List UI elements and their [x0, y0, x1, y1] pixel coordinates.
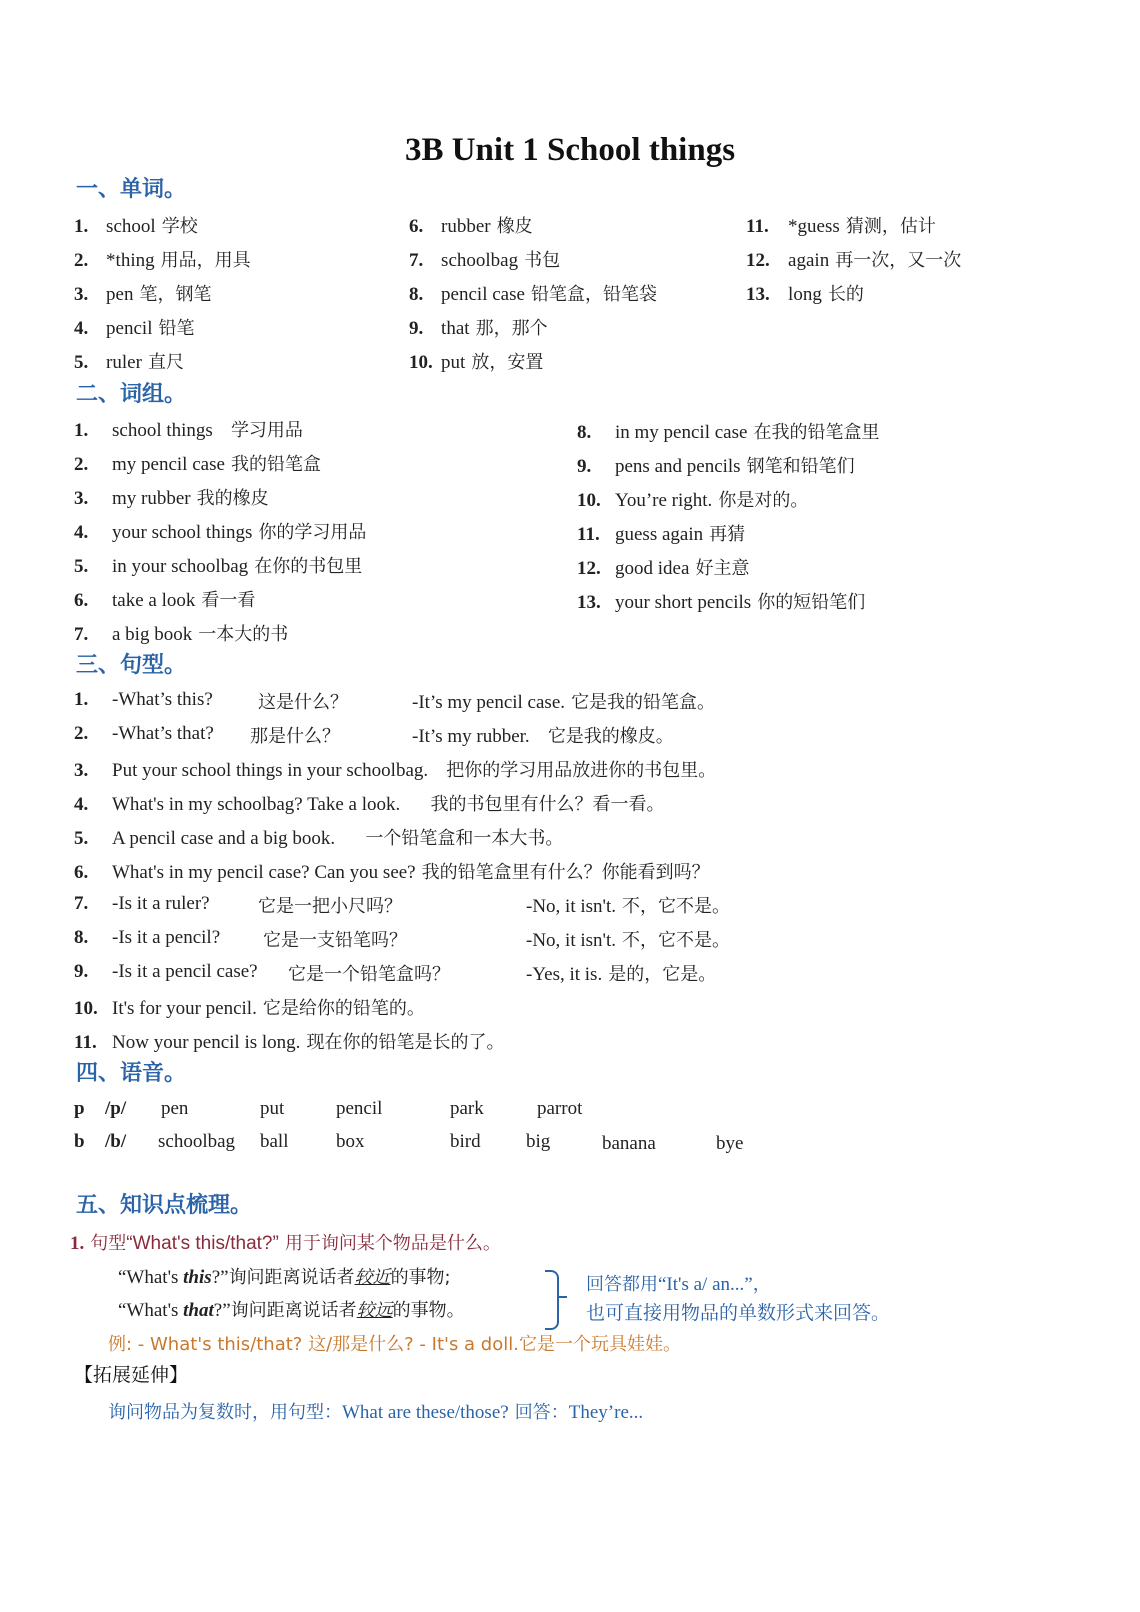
item-number: 12.	[577, 558, 601, 579]
phrase-en: in my pencil case	[615, 422, 748, 443]
sentence-cn: 一个铅笔盒和一本大书。	[365, 828, 564, 849]
word-item	[746, 246, 961, 272]
item-number: 11.	[577, 524, 600, 545]
sentence-cn: 我的铅笔盒里有什么？你能看到吗？	[421, 862, 710, 883]
phonics-word: park	[450, 1098, 484, 1119]
explanation-end: 的事物;	[390, 1267, 451, 1288]
phrase-cn: 看一看	[201, 590, 256, 611]
point-description: 用于询问某个物品是什么。	[284, 1233, 501, 1254]
word-en: *guess	[788, 216, 840, 237]
item-number: 1.	[74, 216, 89, 237]
phrase-en: school things	[112, 420, 213, 441]
word-en: *thing	[106, 250, 155, 271]
item-number: 2.	[74, 454, 89, 475]
item-number: 5.	[74, 556, 89, 577]
explanation-text: 询问距离说话者	[230, 1300, 357, 1321]
brace-tick	[557, 1296, 567, 1298]
item-number: 8.	[409, 284, 424, 305]
item-number: 4.	[74, 794, 89, 815]
answer-end: ，	[752, 1274, 771, 1295]
sentence-en: What's in my pencil case? Can you see?	[112, 862, 416, 883]
sentence-en: -Is it a pencil case?	[112, 961, 258, 982]
item-number: 6.	[74, 590, 89, 611]
phrase-item	[74, 518, 366, 544]
answer-en: -It’s my pencil case.	[412, 692, 566, 713]
explanation-text: 询问距离说话者	[228, 1267, 355, 1288]
phrase-item	[577, 452, 855, 478]
word-item	[746, 280, 864, 306]
point-pattern: “What's this/that?”	[126, 1233, 279, 1254]
word-cn: 猜测，估计	[845, 216, 936, 237]
phonics-word: banana	[602, 1133, 656, 1154]
answer-cn: 不，它不是。	[622, 896, 731, 917]
answer-en: -It’s my rubber.	[412, 726, 530, 747]
phrase-en: good idea	[615, 558, 690, 579]
phrase-cn: 你的短铅笔们	[757, 592, 866, 613]
word-cn: 直尺	[147, 352, 184, 373]
emphasis-text: 较近	[354, 1267, 391, 1288]
sentence-cn: 它是给你的铅笔的。	[262, 998, 425, 1019]
phonics-word: schoolbag	[158, 1131, 236, 1152]
sentence-en: -What’s that?	[112, 723, 214, 744]
phrase-cn: 一本大的书	[198, 624, 289, 645]
answer-en: -No, it isn't.	[526, 896, 616, 917]
word-en: put	[441, 352, 466, 373]
word-en: pencil case	[441, 284, 525, 305]
word-en: pen	[106, 284, 134, 305]
sentence-en: It's for your pencil.	[112, 998, 257, 1019]
word-cn: 学校	[161, 216, 198, 237]
word-item	[409, 314, 548, 340]
section-heading-phonics: 四、语音。	[76, 1061, 187, 1086]
explanation-end: 的事物。	[392, 1300, 465, 1321]
sentence-en: -Is it a pencil?	[112, 927, 221, 948]
phrase-en: You’re right.	[615, 490, 713, 511]
item-number: 6.	[409, 216, 424, 237]
answer-cn: 是的，它是。	[608, 964, 717, 985]
item-number: 9.	[577, 456, 592, 477]
sentence-item	[74, 858, 710, 884]
item-number: 1.	[74, 689, 89, 710]
section-heading-phrases: 二、词组。	[76, 382, 187, 407]
sentence-en: Put your school things in your schoolbag.	[112, 760, 429, 781]
item-number: 3.	[74, 284, 89, 305]
sentence-item	[74, 960, 258, 983]
word-item	[74, 314, 195, 340]
extension-text: 询问物品为复数时，用句型：	[108, 1402, 342, 1423]
word-item	[409, 348, 543, 374]
phrase-cn: 钢笔和铅笔们	[746, 456, 855, 477]
phonics-word: ball	[260, 1131, 289, 1152]
pattern-close: ?”	[213, 1300, 231, 1321]
phrase-en: in your schoolbag	[112, 556, 249, 577]
sentence-cn: 这是什么？	[258, 692, 348, 713]
item-number: 10.	[74, 998, 98, 1019]
phrase-item	[74, 552, 362, 578]
pattern-keyword: that	[183, 1300, 214, 1321]
word-cn: 铅笔盒，铅笔袋	[530, 284, 657, 305]
phrase-cn: 在我的铅笔盒里	[753, 422, 880, 443]
pattern-open: “What's	[118, 1267, 184, 1288]
item-number: 2.	[74, 250, 89, 271]
item-number: 13.	[577, 592, 601, 613]
item-number: 11.	[74, 1032, 97, 1053]
phonics-word: big	[526, 1131, 551, 1152]
phrase-item	[74, 586, 255, 612]
phrase-cn: 好主意	[695, 558, 750, 579]
item-number: 13.	[746, 284, 770, 305]
sentence-cn: 它是一个铅笔盒吗？	[288, 964, 450, 985]
brace-bracket	[545, 1270, 559, 1330]
word-cn: 放，安置	[471, 352, 544, 373]
item-number: 7.	[409, 250, 424, 271]
sentence-cn: 它是一支铅笔吗？	[263, 930, 407, 951]
answer-cn: 它是我的铅笔盒。	[571, 692, 716, 713]
item-number: 4.	[74, 522, 89, 543]
word-cn: 书包	[524, 250, 561, 271]
knowledge-point-1	[70, 1229, 501, 1255]
phrase-en: my rubber	[112, 488, 191, 509]
phonics-word: bye	[716, 1133, 744, 1154]
sentence-item	[74, 824, 563, 850]
sentence-en: -Is it a ruler?	[112, 893, 210, 914]
phrase-cn: 我的铅笔盒	[230, 454, 321, 475]
sentence-en: Now your pencil is long.	[112, 1032, 301, 1053]
phrase-en: take a look	[112, 590, 196, 611]
phonics-word: bird	[450, 1131, 481, 1152]
word-cn: 那，那个	[475, 318, 548, 339]
phrase-en: my pencil case	[112, 454, 225, 475]
phrase-en: your school things	[112, 522, 253, 543]
word-en: pencil	[106, 318, 153, 339]
answer-pattern: “It's a/ an...”	[658, 1274, 753, 1295]
item-number: 10.	[409, 352, 433, 373]
phrase-en: a big book	[112, 624, 193, 645]
sentence-cn: 那是什么？	[250, 726, 340, 747]
word-cn: 铅笔	[158, 318, 195, 339]
phrase-item	[577, 520, 745, 546]
word-cn: 长的	[827, 284, 864, 305]
sentence-cn: 我的书包里有什么？看一看。	[430, 794, 665, 815]
word-item	[74, 212, 198, 238]
phonics-sound: /p/	[105, 1098, 127, 1119]
word-item	[746, 212, 936, 238]
sentence-item	[74, 994, 425, 1020]
phrase-cn: 我的橡皮	[196, 488, 269, 509]
word-item	[409, 280, 657, 306]
phrase-cn: 在你的书包里	[254, 556, 363, 577]
word-cn: 用品，用具	[160, 250, 251, 271]
section-heading-words: 一、单词。	[76, 177, 187, 202]
emphasis-text: 较远	[356, 1300, 393, 1321]
phrase-cn: 再猜	[709, 524, 746, 545]
phonics-sound: /b/	[105, 1131, 127, 1152]
sentence-en: -What’s this?	[112, 689, 213, 710]
item-number: 3.	[74, 760, 89, 781]
extension-answer: They’re...	[568, 1402, 644, 1423]
answer-en: -Yes, it is.	[526, 964, 603, 985]
phonics-word: parrot	[537, 1098, 583, 1119]
item-number: 1.	[74, 420, 89, 441]
sentence-answer	[526, 960, 716, 986]
word-en: rubber	[441, 216, 491, 237]
word-en: school	[106, 216, 156, 237]
phrase-item	[577, 418, 879, 444]
sentence-cn: 它是一把小尺吗？	[258, 896, 402, 917]
section-heading-sentences: 三、句型。	[76, 653, 187, 678]
sentence-item	[74, 756, 716, 782]
phrase-cn: 你的学习用品	[258, 522, 367, 543]
sentence-answer	[526, 892, 730, 918]
phonics-letter: p	[74, 1098, 85, 1119]
item-number: 8.	[74, 927, 89, 948]
sentence-en: What's in my schoolbag? Take a look.	[112, 794, 401, 815]
pattern-open: “What's	[118, 1300, 184, 1321]
page-title: 3B Unit 1 School things	[404, 132, 736, 168]
phrase-cn: 学习用品	[230, 420, 303, 441]
word-item	[409, 246, 560, 272]
sentence-item	[74, 790, 664, 816]
pattern-keyword: this	[183, 1267, 212, 1288]
phrase-en: your short pencils	[615, 592, 752, 613]
item-number: 7.	[74, 624, 89, 645]
section-heading-knowledge: 五、知识点梳理。	[76, 1193, 253, 1218]
word-item	[409, 212, 533, 238]
word-cn: 再一次，又一次	[835, 250, 962, 271]
sentence-answer	[526, 926, 730, 952]
answer-note-2: 也可直接用物品的单数形式来回答。	[586, 1302, 891, 1324]
example-line: 例: - What's this/that? 这/那是什么? - It's a doll.它是一个玩具娃娃。	[108, 1334, 681, 1355]
extension-pattern: What are these/those?	[342, 1402, 509, 1423]
word-en: schoolbag	[441, 250, 519, 271]
extension-line	[108, 1398, 643, 1424]
item-number: 9.	[409, 318, 424, 339]
pattern-close: ?”	[211, 1267, 229, 1288]
item-number: 5.	[74, 828, 89, 849]
phrase-cn: 你是对的。	[718, 490, 809, 511]
word-item	[74, 280, 212, 306]
sentence-answer	[412, 722, 674, 748]
sentence-cn: 把你的学习用品放进你的书包里。	[446, 760, 717, 781]
word-item	[74, 348, 184, 374]
item-number: 7.	[74, 893, 89, 914]
word-en: ruler	[106, 352, 142, 373]
phrase-item	[74, 484, 269, 510]
answer-cn: 它是我的橡皮。	[547, 726, 674, 747]
phonics-word: put	[260, 1098, 285, 1119]
sentence-answer	[412, 688, 715, 714]
phrase-en: pens and pencils	[615, 456, 741, 477]
sentence-cn: 现在你的铅笔是长的了。	[306, 1032, 505, 1053]
item-number: 5.	[74, 352, 89, 373]
phrase-item	[74, 620, 288, 646]
phonics-letter: b	[74, 1131, 85, 1152]
word-item	[74, 246, 251, 272]
phrase-item	[74, 450, 321, 476]
item-number: 1.	[70, 1233, 85, 1254]
item-number: 8.	[577, 422, 592, 443]
word-en: long	[788, 284, 822, 305]
phonics-word: pencil	[336, 1098, 383, 1119]
item-number: 10.	[577, 490, 601, 511]
item-number: 11.	[746, 216, 769, 237]
answer-text: 回答都用	[586, 1274, 658, 1295]
point-label: 句型	[90, 1233, 127, 1254]
sentence-en: A pencil case and a big book.	[112, 828, 336, 849]
item-number: 2.	[74, 723, 89, 744]
phrase-item	[577, 554, 749, 580]
answer-en: -No, it isn't.	[526, 930, 616, 951]
phrase-item	[577, 588, 865, 614]
answer-note-1	[586, 1270, 771, 1296]
item-number: 9.	[74, 961, 89, 982]
word-cn: 橡皮	[496, 216, 533, 237]
phrase-item	[74, 416, 303, 442]
item-number: 12.	[746, 250, 770, 271]
sentence-item	[74, 926, 220, 949]
extension-heading: 【拓展延伸】	[74, 1364, 189, 1386]
phrase-item	[577, 486, 808, 512]
word-cn: 笔，钢笔	[139, 284, 212, 305]
this-explanation	[118, 1263, 451, 1289]
answer-cn: 不，它不是。	[622, 930, 731, 951]
word-en: again	[788, 250, 830, 271]
item-number: 4.	[74, 318, 89, 339]
phonics-word: pen	[161, 1098, 189, 1119]
sentence-item	[74, 1028, 504, 1054]
item-number: 6.	[74, 862, 89, 883]
phrase-en: guess again	[615, 524, 704, 545]
extension-answer-label: 回答：	[514, 1402, 569, 1423]
sentence-item	[74, 688, 213, 711]
phonics-word: box	[336, 1131, 365, 1152]
that-explanation	[118, 1296, 465, 1322]
word-en: that	[441, 318, 470, 339]
item-number: 3.	[74, 488, 89, 509]
sentence-item	[74, 722, 214, 745]
sentence-item	[74, 892, 210, 915]
